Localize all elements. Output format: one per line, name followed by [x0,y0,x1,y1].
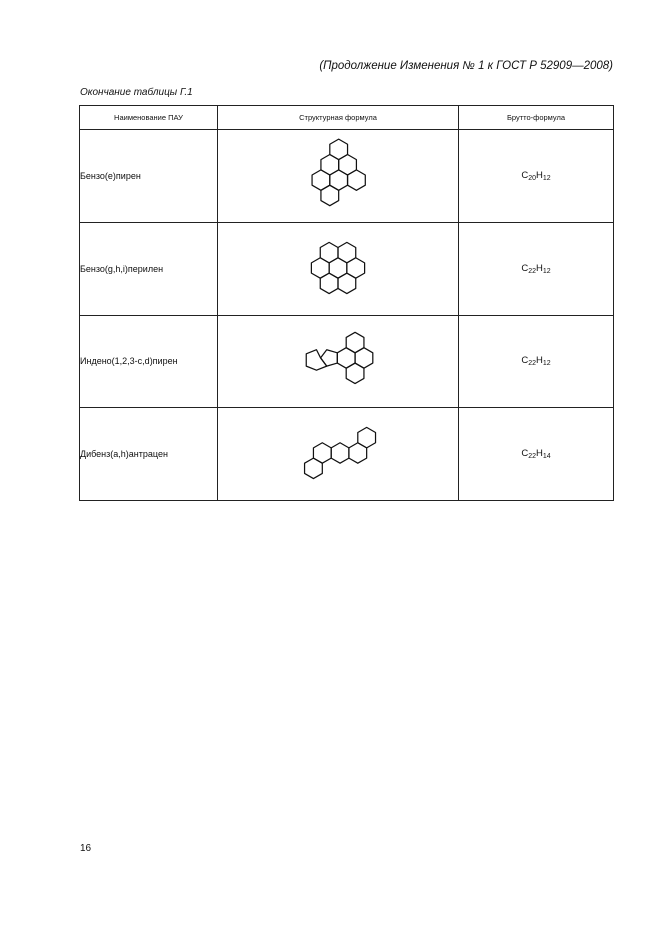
ring-5 [338,273,356,293]
carbon-symbol: C [521,262,529,274]
carbon-count: 22 [528,453,536,461]
gross-formula [459,130,614,223]
carbon-symbol: C [521,169,529,181]
hydrogen-count: 12 [542,174,551,182]
structure-cell [218,130,459,223]
indeno-pyrene-structure [276,319,400,403]
hydrogen-count: 14 [542,453,551,461]
column-header-structure: Структурная формула [218,106,459,130]
five-membered-ring [321,350,338,366]
compound-name: Бензо(е)пирен [80,130,218,223]
carbon-count: 22 [528,267,536,275]
structure-cell [218,408,459,501]
gross-formula [459,222,614,315]
carbon-count: 22 [528,360,536,368]
dibenz-ah-anthracene-structure [276,412,400,496]
ring-1 [331,443,349,463]
hydrogen-symbol: H [536,169,543,181]
hydrogen-symbol: H [536,262,543,274]
structure-drawing [305,427,376,478]
structure-drawing [312,139,365,206]
ring-4 [346,363,364,383]
table-row [80,315,614,408]
carbon-symbol: C [521,448,529,460]
compound-name: Бензо(g,h,i)перилен [80,222,218,315]
compound-name: Индено(1,2,3-c,d)пирен [80,315,218,408]
structure-cell [218,315,459,408]
ring-6 [330,139,348,159]
continuation-note: (Продолжение Изменения № 1 к ГОСТ Р 52909—2008) [319,60,613,72]
pah-table [79,105,614,501]
table-row [80,130,614,223]
table-row [80,408,614,501]
ring-7 [348,170,366,190]
ring-7 [311,257,329,277]
hydrogen-count: 12 [542,360,551,368]
table-header-row [80,106,614,130]
benzo-e-pyrene-structure [283,134,393,218]
page-number: 16 [80,843,92,854]
gross-formula [459,315,614,408]
carbon-count: 20 [528,174,536,182]
column-header-formula: Брутто-формула [459,106,614,130]
benzo-ghi-perylene-structure [283,227,393,311]
ring-5 [305,458,323,478]
structure-cell [218,222,459,315]
column-header-name: Наименование ПАУ [80,106,218,130]
gross-formula [459,408,614,501]
ring-5 [321,185,339,205]
hydrogen-symbol: H [536,448,543,460]
hydrogen-count: 12 [542,267,551,275]
table-caption: Окончание таблицы Г.1 [80,87,193,98]
hydrogen-symbol: H [536,355,543,367]
ring-3 [346,333,364,353]
compound-name: Дибенз(a,h)антрацен [80,408,218,501]
ring-4 [358,427,376,447]
structure-drawing [311,242,364,293]
structure-drawing [306,333,373,384]
table-row [80,222,614,315]
carbon-symbol: C [521,355,529,367]
